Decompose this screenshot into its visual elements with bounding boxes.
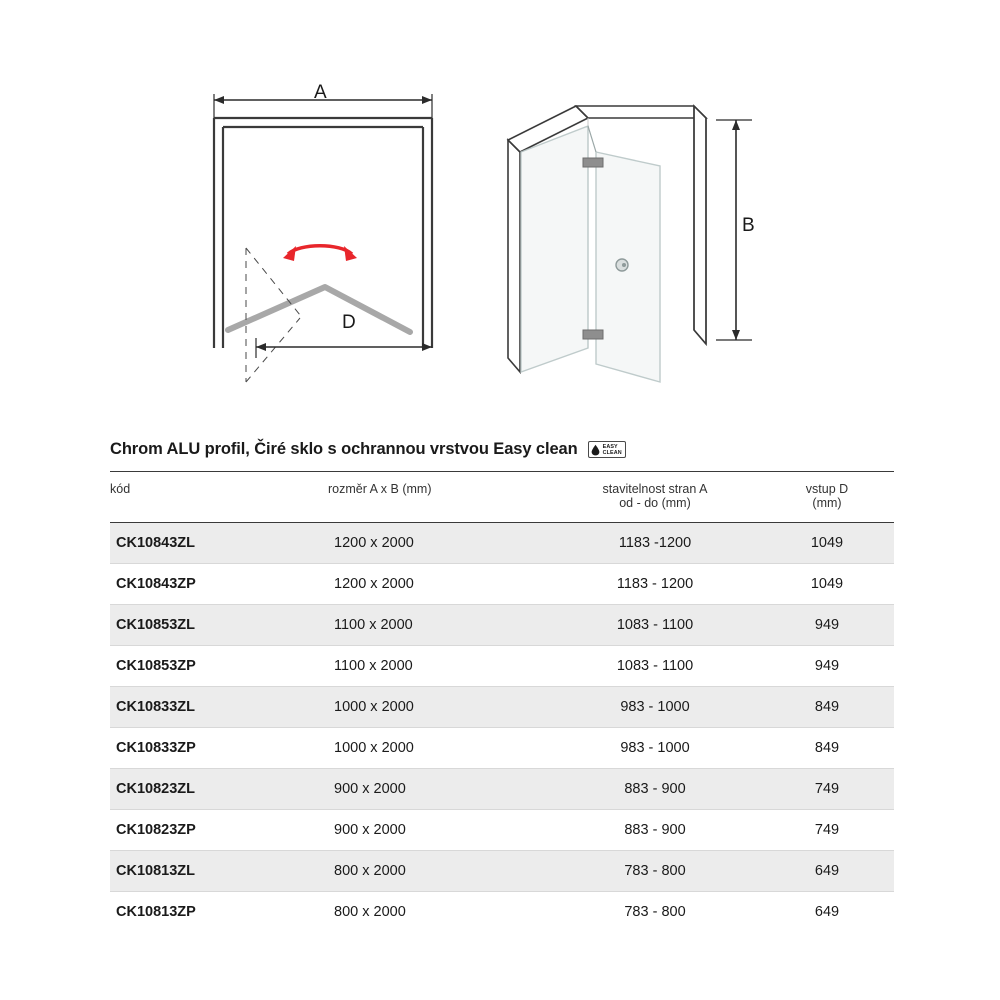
cell-size: 1000 x 2000 xyxy=(328,687,550,728)
section-title: Chrom ALU profil, Čiré sklo s ochrannou vrstvou Easy clean xyxy=(110,440,578,458)
table-row xyxy=(110,605,894,646)
table-row xyxy=(110,810,894,851)
table-row xyxy=(110,523,894,564)
section-title-row xyxy=(110,440,894,471)
drawings-svg xyxy=(0,0,1000,420)
header-adjust-line1: stavitelnost stran A xyxy=(602,482,708,496)
easy-clean-line1: EASY xyxy=(602,443,618,450)
header-code-label: kód xyxy=(110,482,131,496)
cell-size: 1100 x 2000 xyxy=(328,605,550,646)
product-table xyxy=(110,471,894,932)
dimension-label-d: D xyxy=(342,312,356,333)
cell-adjustability: 1183 -1200 xyxy=(550,523,760,564)
perspective-view-group xyxy=(508,106,752,382)
table-row xyxy=(110,892,894,933)
cell-entry: 1049 xyxy=(760,523,894,564)
cell-entry: 1049 xyxy=(760,564,894,605)
table-row xyxy=(110,851,894,892)
product-table-block xyxy=(110,440,894,932)
cell-adjustability: 983 - 1000 xyxy=(550,728,760,769)
cell-entry: 849 xyxy=(760,687,894,728)
table-row xyxy=(110,769,894,810)
cell-adjustability: 1083 - 1100 xyxy=(550,646,760,687)
table-head xyxy=(110,472,894,523)
cell-adjustability: 983 - 1000 xyxy=(550,687,760,728)
cell-size: 1200 x 2000 xyxy=(328,523,550,564)
header-adjustability xyxy=(550,472,760,523)
water-drop-icon xyxy=(591,444,600,456)
cell-adjustability: 883 - 900 xyxy=(550,810,760,851)
cell-code: CK10813ZP xyxy=(116,904,196,920)
cell-code: CK10833ZP xyxy=(110,728,328,769)
header-entry-line2: (mm) xyxy=(812,496,842,510)
cell-size: 1100 x 2000 xyxy=(328,646,550,687)
cell-code: CK10813ZL xyxy=(110,851,328,892)
cell-code: CK10853ZL xyxy=(110,605,328,646)
header-size-label: rozměr A x B (mm) xyxy=(328,482,432,496)
cell-entry: 849 xyxy=(760,728,894,769)
header-entry xyxy=(760,472,894,523)
cell-adjustability: 1083 - 1100 xyxy=(550,605,760,646)
cell-size: 800 x 2000 xyxy=(328,851,550,892)
header-size xyxy=(328,472,550,523)
table-header-row xyxy=(110,472,894,523)
cell-code: CK10843ZP xyxy=(110,564,328,605)
cell-size: 1000 x 2000 xyxy=(328,728,550,769)
red-motion-arrow xyxy=(283,246,357,261)
header-entry-line1: vstup D xyxy=(805,482,849,496)
cell-entry: 749 xyxy=(760,769,894,810)
cell-size: 900 x 2000 xyxy=(328,810,550,851)
cell-code: CK10823ZP xyxy=(110,810,328,851)
dimension-label-b: B xyxy=(742,215,755,236)
table-row xyxy=(110,728,894,769)
cell-code: CK10833ZL xyxy=(110,687,328,728)
cell-entry: 949 xyxy=(760,646,894,687)
cell-entry: 649 xyxy=(760,851,894,892)
cell-adjustability: 783 - 800 xyxy=(550,851,760,892)
header-code xyxy=(110,472,328,523)
cell-code: CK10853ZP xyxy=(110,646,328,687)
cell-adjustability: 1183 - 1200 xyxy=(550,564,760,605)
table-row xyxy=(110,687,894,728)
cell-size: 800 x 2000 xyxy=(334,904,406,920)
cell-code: CK10843ZL xyxy=(110,523,328,564)
cell-code: CK10823ZL xyxy=(110,769,328,810)
cell-entry: 949 xyxy=(760,605,894,646)
cell-adjustability: 883 - 900 xyxy=(550,769,760,810)
table-body xyxy=(110,523,894,933)
easy-clean-badge xyxy=(588,441,626,458)
dimension-label-a: A xyxy=(314,82,327,103)
plan-view-group xyxy=(214,94,432,382)
cell-size: 900 x 2000 xyxy=(328,769,550,810)
cell-entry: 749 xyxy=(760,810,894,851)
table-row xyxy=(110,564,894,605)
easy-clean-line2: CLEAN xyxy=(602,449,622,456)
cell-size: 1200 x 2000 xyxy=(328,564,550,605)
header-adjust-line2: od - do (mm) xyxy=(619,496,691,510)
cell-adjustability: 783 - 800 xyxy=(624,904,686,920)
technical-drawings xyxy=(0,0,1000,420)
cell-entry: 649 xyxy=(814,904,840,920)
table-row xyxy=(110,646,894,687)
